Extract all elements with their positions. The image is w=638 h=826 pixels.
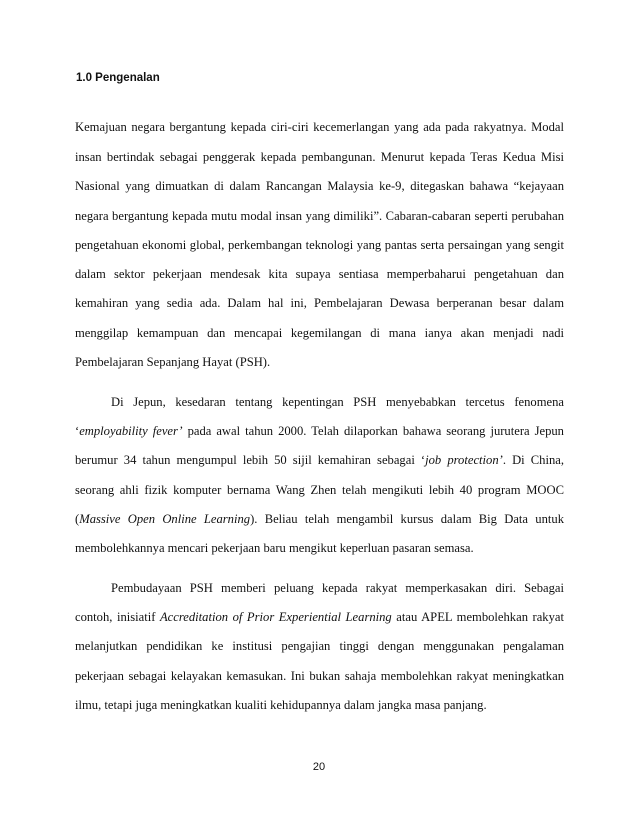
open-quote: ‘ xyxy=(75,424,80,438)
section-heading: 1.0 Pengenalan xyxy=(76,72,160,84)
text-line: pekerjaan sebagai kelayakan kemasukan. Ini bukan sahaja membolehkan rakyat meningkatkan xyxy=(75,669,564,683)
text-line: melanjutkan pendidikan ke institusi pengajian tinggi dengan menggunakan pengalaman xyxy=(75,639,564,653)
text-line xyxy=(75,452,564,468)
text-span: . Di China, xyxy=(502,453,565,467)
text-line xyxy=(75,609,564,625)
text-span: contoh, inisiatif xyxy=(75,610,160,624)
text-span: pada awal tahun 2000. Telah dilaporkan bahawa seorang jurutera Jepun xyxy=(182,424,564,438)
text-span: ( xyxy=(75,512,80,526)
text-line xyxy=(75,423,564,439)
text-span: ). Beliau telah mengambil kursus dalam Big Data untuk xyxy=(250,512,564,526)
italic-term: job protection’ xyxy=(425,453,503,467)
text-line xyxy=(75,511,564,527)
text-line: seorang ahli fizik komputer bernama Wang Zhen telah mengikuti lebih 40 program MOOC xyxy=(75,483,564,497)
text-span: berumur 34 tahun mengumpul lebih 50 sijil kemahiran sebagai ‘ xyxy=(75,453,426,467)
text-line: Pembudayaan PSH memberi peluang kepada rakyat memperkasakan diri. Sebagai xyxy=(111,581,564,595)
text-line: negara bergantung kepada mutu modal insan yang dimiliki”. Cabaran-cabaran seperti perubahan xyxy=(75,209,564,223)
page-number: 20 xyxy=(312,761,326,773)
text-line: menggilap kemampuan dan mencapai kegemilangan di mana ianya akan menjadi nadi xyxy=(75,326,564,340)
italic-term: Accreditation of Prior Experiential Learning xyxy=(159,610,392,624)
text-line: Nasional yang dimuatkan di dalam Rancangan Malaysia ke-9, ditegaskan bahawa “kejayaan xyxy=(75,179,564,193)
text-span: atau APEL membolehkan rakyat xyxy=(391,610,564,624)
text-line: pengetahuan ekonomi global, perkembangan teknologi yang pantas serta persaingan yang sengit xyxy=(75,238,564,252)
text-line: Di Jepun, kesedaran tentang kepentingan PSH menyebabkan tercetus fenomena xyxy=(111,395,564,409)
text-line: Kemajuan negara bergantung kepada ciri-ciri kecemerlangan yang ada pada rakyatnya. Modal xyxy=(75,120,564,134)
italic-term: Massive Open Online Learning xyxy=(79,512,251,526)
text-line: ilmu, tetapi juga meningkatkan kualiti kehidupannya dalam jangka masa panjang. xyxy=(75,698,487,712)
text-line: insan bertindak sebagai penggerak kepada pembangunan. Menurut kepada Teras Kedua Misi xyxy=(75,150,564,164)
text-line: Pembelajaran Sepanjang Hayat (PSH). xyxy=(75,355,271,369)
text-line: membolehkannya mencari pekerjaan baru mengikut keperluan pasaran semasa. xyxy=(75,541,474,555)
text-line: dalam sektor pekerjaan mendesak kita supaya sentiasa memperbaharui pengetahuan dan xyxy=(75,267,564,281)
text-line: kemahiran yang sedia ada. Dalam hal ini, Pembelajaran Dewasa berperanan besar dalam xyxy=(75,296,564,310)
italic-term: employability fever’ xyxy=(79,424,183,438)
